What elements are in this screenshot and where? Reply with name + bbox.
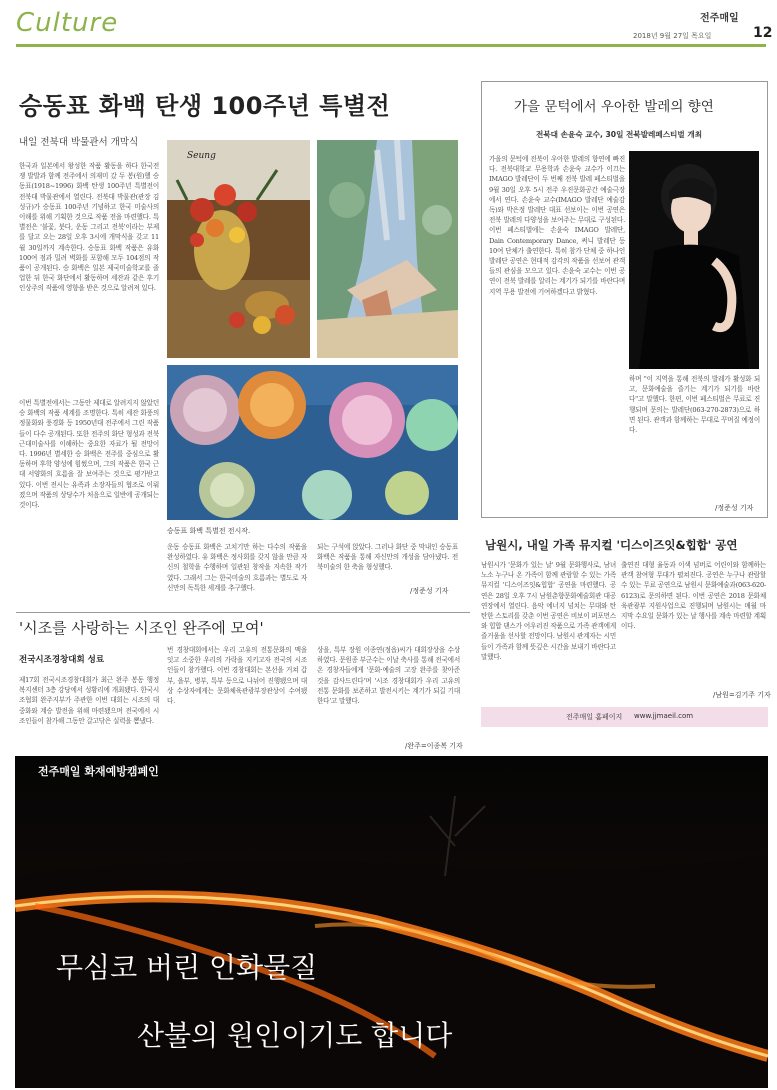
issue-date: 2018년 9월 27일 목요일 — [633, 32, 712, 40]
article2-col1: 가을의 문턱에 전북이 우아한 발레의 향연에 빠진다. 전북대학교 무용학과 손윤숙 교수가 이끄는 IMAGO 발레단이 두 번째 전북 발레 페스티벌을 9월 30일 오후 5시 전주 우진문화공간 예술극장에서 연다. 손윤숙 교수(IMAGO 발레단 예술감독)와 박은정 발레단 대표 선보이는 이번 공연은 전북 발레의 다양성을 보여주는 무대로 구성된다. 이번 페스티벌에는 손윤숙 IMAGO 발레단, Dain Contemporary Dance, 써니 발레단 등 10여 단체가 출연한다. 특히 참가 단체 중 하나인 발레단 공연은 현대적 감각의 작품을 선보여 관객들의 관심을 모으고 있다. 손윤숙 교수는 이번 공연이 전북 발레를 알리는 계기가 되기를 바란다며 지역 무용 발전에 기여하겠다고 밝혔다. — [489, 155, 625, 296]
dancer-portrait-photo — [629, 151, 759, 369]
homepage-url[interactable]: www.jjmaeil.com — [634, 712, 694, 720]
paper-name: 전주매일 — [700, 13, 739, 24]
article1-photo-caption: 승동표 화백 특별전 전시작. — [167, 527, 251, 535]
fruit-painting — [167, 365, 458, 520]
page-number: 12 — [753, 25, 773, 41]
still-life-painting — [167, 140, 310, 358]
article4-top-rule — [16, 612, 470, 613]
article4-col1: 제17회 전국시조경창대회가 최근 완주 봉동 행정복지센터 3층 강당에서 성황리에 개최됐다. 한국시조협회 완주지부가 주관한 이번 대회는 시조의 대중화와 계승 발전을 위해 마련됐으며 전국에서 시조인들이 참가해 그동안 갈고닦은 실력을 뽐냈다. — [19, 676, 159, 725]
homepage-banner — [481, 707, 768, 727]
article1-byline: /정준성 기자 — [410, 587, 449, 595]
article3-headline: 남원시, 내일 가족 뮤지컬 '디스이즈잇&힙합' 공연 — [485, 538, 738, 552]
ad-line2: 산불의 원인이기도 합니다 — [137, 1019, 453, 1052]
article4-col2: 번 경창대회에서는 우리 고유의 전통문화의 맥을 잇고 소중한 우리의 가락을 지키고자 전국의 시조인들이 참가했다. 이번 경창대회는 본선을 거쳐 갑부, 을부, 병부, 특부 등으로 나뉘어 진행됐으며 대상 수상자에게는 문화체육관광부장관상이 수여됐다. — [167, 646, 307, 706]
ad-title: 전주매일 화재예방캠페인 — [38, 765, 159, 778]
article4-byline: /완주=이종복 기자 — [405, 742, 463, 750]
article3-col2: 출연진 대형 율동과 이색 넘버로 어린이와 함께하는 관객 참여형 무대가 펼쳐진다. 공연은 누구나 관람할 수 있는 무료 공연으로 남원시 문화예술과(063-620-6123)로 문의하면 된다. 이번 공연은 2018 문화체육관광부 지원사업으로 진행되며 남원시는 매월 마지막 수요일 문화가 있는 날 행사를 계속 마련할 계획이다. — [621, 561, 766, 631]
article2-headline: 가을 문턱에서 우아한 발레의 향연 — [514, 99, 714, 115]
svg-text:Seung: Seung — [187, 151, 216, 161]
article1-headline: 승동표 화백 탄생 100주년 특별전 — [19, 92, 391, 120]
homepage-label: 전주매일 홈페이지 — [566, 713, 623, 721]
article1-subhead: 내일 전북대 박물관서 개막식 — [19, 137, 139, 148]
article1-col2: 이번 특별전에서는 그동안 제대로 알려지지 않았던 승 화백의 작품 세계를 조명한다. 특히 세잔 화풍의 정물화와 풍경화 등 1950년대 전주에서 그린 작품들이 다수 공개된다. 또한 전주의 화단 형성과 전북 근대미술사를 이해하는 중요한 자료가 될 전망이다. 1996년 별세한 승 화백은 전주를 중심으로 활동하며 후학 양성에 힘썼으며, 그의 작품은 한국 근대 서양화의 흐름을 잘 보여주는 것으로 평가받고 있다. 이번 전시는 유족과 소장자들의 협조로 이뤄졌으며 작품의 상당수가 처음으로 일반에 공개되는 것이다. — [19, 399, 159, 510]
article3-byline: /남원=김기주 기자 — [713, 691, 771, 699]
article1-col4: 되는 구석에 앉았다. 그러나 화단 중 막내인 승동표 화백은 작품을 통해 자신만의 개성을 담아냈다. 전북미술의 한 축을 형성했다. — [317, 543, 458, 572]
article2-subhead: 전북대 손윤숙 교수, 30일 전북발레페스티벌 개최 — [536, 130, 703, 139]
article4-subhead: 전국시조경창대회 성료 — [19, 655, 105, 665]
article1-col1: 한국과 일본에서 왕성한 작품 활동을 하다 한국전쟁 발발과 함께 전주에서 의재미 갔 두 봉(원)했 승동표(1918~1996) 화백 탄생 100주년 특별전이 전북대 박물관에서 열린다. 전북대 박물관(관장 김성규)가 승동표 100주년 기념하고 한국 미술사의 이해를 위해 기획한 것으로 작품 전을 마련했다. 특별전은 '불꽃, 붓다, 운동 그리고 전북'이라는 부제를 달고 오는 28일 오후 3시에 개막식을 갖고 11월 30일까지 계속한다. 승동표 화백 작품은 유화 100여 점과 밀려 벽화를 포함해 모두 104점의 작품이 공개된다. 승 화백은 일본 제국미술학교를 졸업한 뒤 한국 화단에서 활동하며 세잔과 같은 후기 인상주의 작품에 영향을 받은 것으로 알려져 있다. — [19, 162, 159, 293]
masthead-rule — [16, 44, 766, 47]
ad-line1: 무심코 버린 인화물질 — [56, 951, 318, 984]
article4-headline: '시조를 사랑하는 시조인 완주에 모여' — [19, 619, 264, 637]
article1-col3: 운동 승동표 화백은 고치기만 하는 다수의 작품을 완성하였다. 유 화백은 정사회를 갖지 않을 만큼 자신의 철학을 수행하며 일관된 창작을 지속한 작가였다. 그래서 그는 한국미술의 흐름과는 별도로 자신만의 독특한 세계를 추구했다. — [167, 543, 307, 592]
article2-byline: /정준성 기자 — [715, 504, 754, 512]
article4-col3: 상을, 특부 장원 이종연(정읍)씨가 대회장상을 수상하였다. 문원종 부군수는 이날 축사를 통해 전국에서 온 경창자들에게 '문화·예술의 고장 완주를 찾아준 것을 감사드린다'며 '시조 경창대회가 우리 고유의 전통 문화를 보존하고 발전시키는 계기가 되길 기대한다'고 말했다. — [317, 646, 460, 706]
landscape-painting — [317, 140, 458, 358]
section-title: Culture — [16, 8, 119, 38]
article3-col1: 남원시가 '문화가 있는 날' 9월 문화행사로, 남녀노소 누구나 온 가족이 함께 관람할 수 있는 가족뮤지컬 '디스이즈잇&힙합' 공연을 마련했다. 공연은 28일 오후 7시 남원춘향문화예술회관 대공연장에서 열린다. 음악 에너지 넘치는 무대와 탄탄한 스토리를 갖춘 이번 공연은 비보이 퍼포먼스와 힙합 댄스가 어우러진 작품으로 가족 관객에게 즐거움을 선사할 전망이다. 남원시 관계자는 시민들이 가족과 함께 뜻깊은 시간을 보내기 바란다고 말했다. — [481, 561, 616, 661]
article2-col2: 하며 "이 지역을 통해 전북의 발레가 활성화 되고, 문화예술을 즐기는 계기가 되기를 바란다"고 말했다. 한편, 이번 페스티벌은 무료로 진행되며 문의는 발레단(063-270-2873)으로 하면 된다. 관객과 함께하는 무대로 꾸며질 예정이다. — [629, 375, 760, 435]
